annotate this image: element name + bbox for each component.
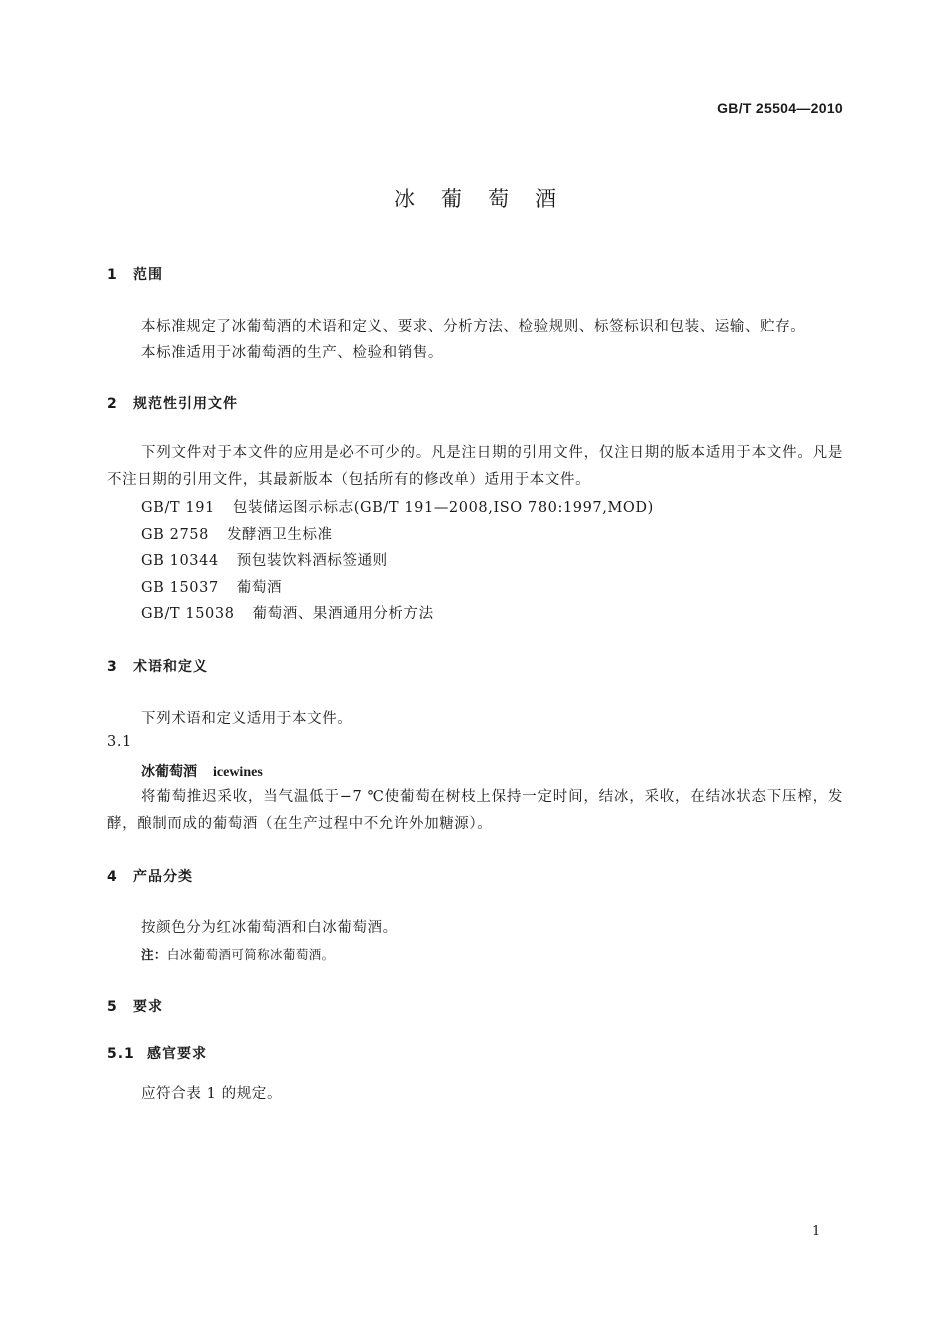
- reference-code: GB/T 15038: [141, 606, 235, 622]
- subsection-5-1-title: 感官要求: [147, 1046, 207, 1062]
- section-1-title: 范围: [133, 267, 163, 283]
- reference-item: [141, 576, 282, 597]
- section-1-paragraph: 本标准适用于冰葡萄酒的生产、检验和销售。: [141, 345, 443, 361]
- document-title: 冰葡萄酒: [394, 187, 582, 211]
- reference-code: GB 10344: [141, 553, 219, 569]
- reference-code: GB 2758: [141, 527, 209, 543]
- section-4-heading: [107, 866, 193, 886]
- section-5-heading: [107, 996, 163, 1016]
- reference-item: [141, 496, 654, 517]
- reference-code: GB/T 191: [141, 500, 215, 516]
- section-1-number: 1: [107, 267, 118, 283]
- section-1-paragraph: 本标准规定了冰葡萄酒的术语和定义、要求、分析方法、检验规则、标签标识和包装、运输、贮存。: [141, 319, 806, 335]
- reference-item: [141, 549, 388, 570]
- term-entry: [141, 761, 263, 781]
- section-1-heading: [107, 264, 163, 284]
- section-2-intro: 下列文件对于本文件的应用是必不可少的。凡是注日期的引用文件，仅注日期的版本适用于本文件。凡是不注日期的引用文件，其最新版本（包括所有的修改单）适用于本文件。: [107, 445, 843, 488]
- subsection-5-1-number: 5.1: [107, 1046, 135, 1062]
- section-5-title: 要求: [133, 999, 163, 1015]
- reference-item: [141, 602, 434, 623]
- note-text: 白冰葡萄酒可简称冰葡萄酒。: [166, 947, 335, 962]
- subsection-3-1-number: 3.1: [107, 734, 132, 750]
- reference-code: GB 15037: [141, 580, 219, 596]
- note-label: 注：: [141, 947, 167, 962]
- section-3-title: 术语和定义: [133, 659, 208, 675]
- section-5-number: 5: [107, 999, 118, 1015]
- reference-title: 包装储运图示标志(GB/T 191—2008,ISO 780:1997,MOD): [232, 500, 654, 516]
- section-3-intro: 下列术语和定义适用于本文件。: [141, 711, 353, 727]
- subsection-5-1-heading: [107, 1043, 207, 1063]
- section-4-number: 4: [107, 869, 118, 885]
- section-5-1-text: 应符合表 1 的规定。: [141, 1086, 283, 1102]
- section-4-title: 产品分类: [133, 869, 193, 885]
- reference-title: 葡萄酒: [236, 580, 283, 596]
- section-3-number: 3: [107, 659, 118, 675]
- term-chinese: 冰葡萄酒: [141, 764, 197, 780]
- reference-title: 预包装饮料酒标签通则: [236, 553, 388, 569]
- section-2-title: 规范性引用文件: [133, 396, 238, 412]
- section-2-number: 2: [107, 396, 118, 412]
- reference-item: [141, 523, 333, 544]
- section-2-heading: [107, 393, 238, 413]
- reference-title: 葡萄酒、果酒通用分析方法: [252, 606, 434, 622]
- section-3-heading: [107, 656, 208, 676]
- term-english: icewines: [213, 765, 263, 780]
- section-4-text: 按颜色分为红冰葡萄酒和白冰葡萄酒。: [141, 920, 398, 936]
- term-definition: 将葡萄推迟采收，当气温低于−7 ℃使葡萄在树枝上保持一定时间，结冰，采收，在结冰状态下压榨，发酵，酿制而成的葡萄酒（在生产过程中不允许外加糖源）。: [107, 789, 843, 832]
- note: [141, 945, 335, 963]
- reference-title: 发酵酒卫生标准: [226, 527, 333, 543]
- page-number: 1: [812, 1224, 821, 1239]
- standard-number: GB/T 25504—2010: [717, 100, 843, 116]
